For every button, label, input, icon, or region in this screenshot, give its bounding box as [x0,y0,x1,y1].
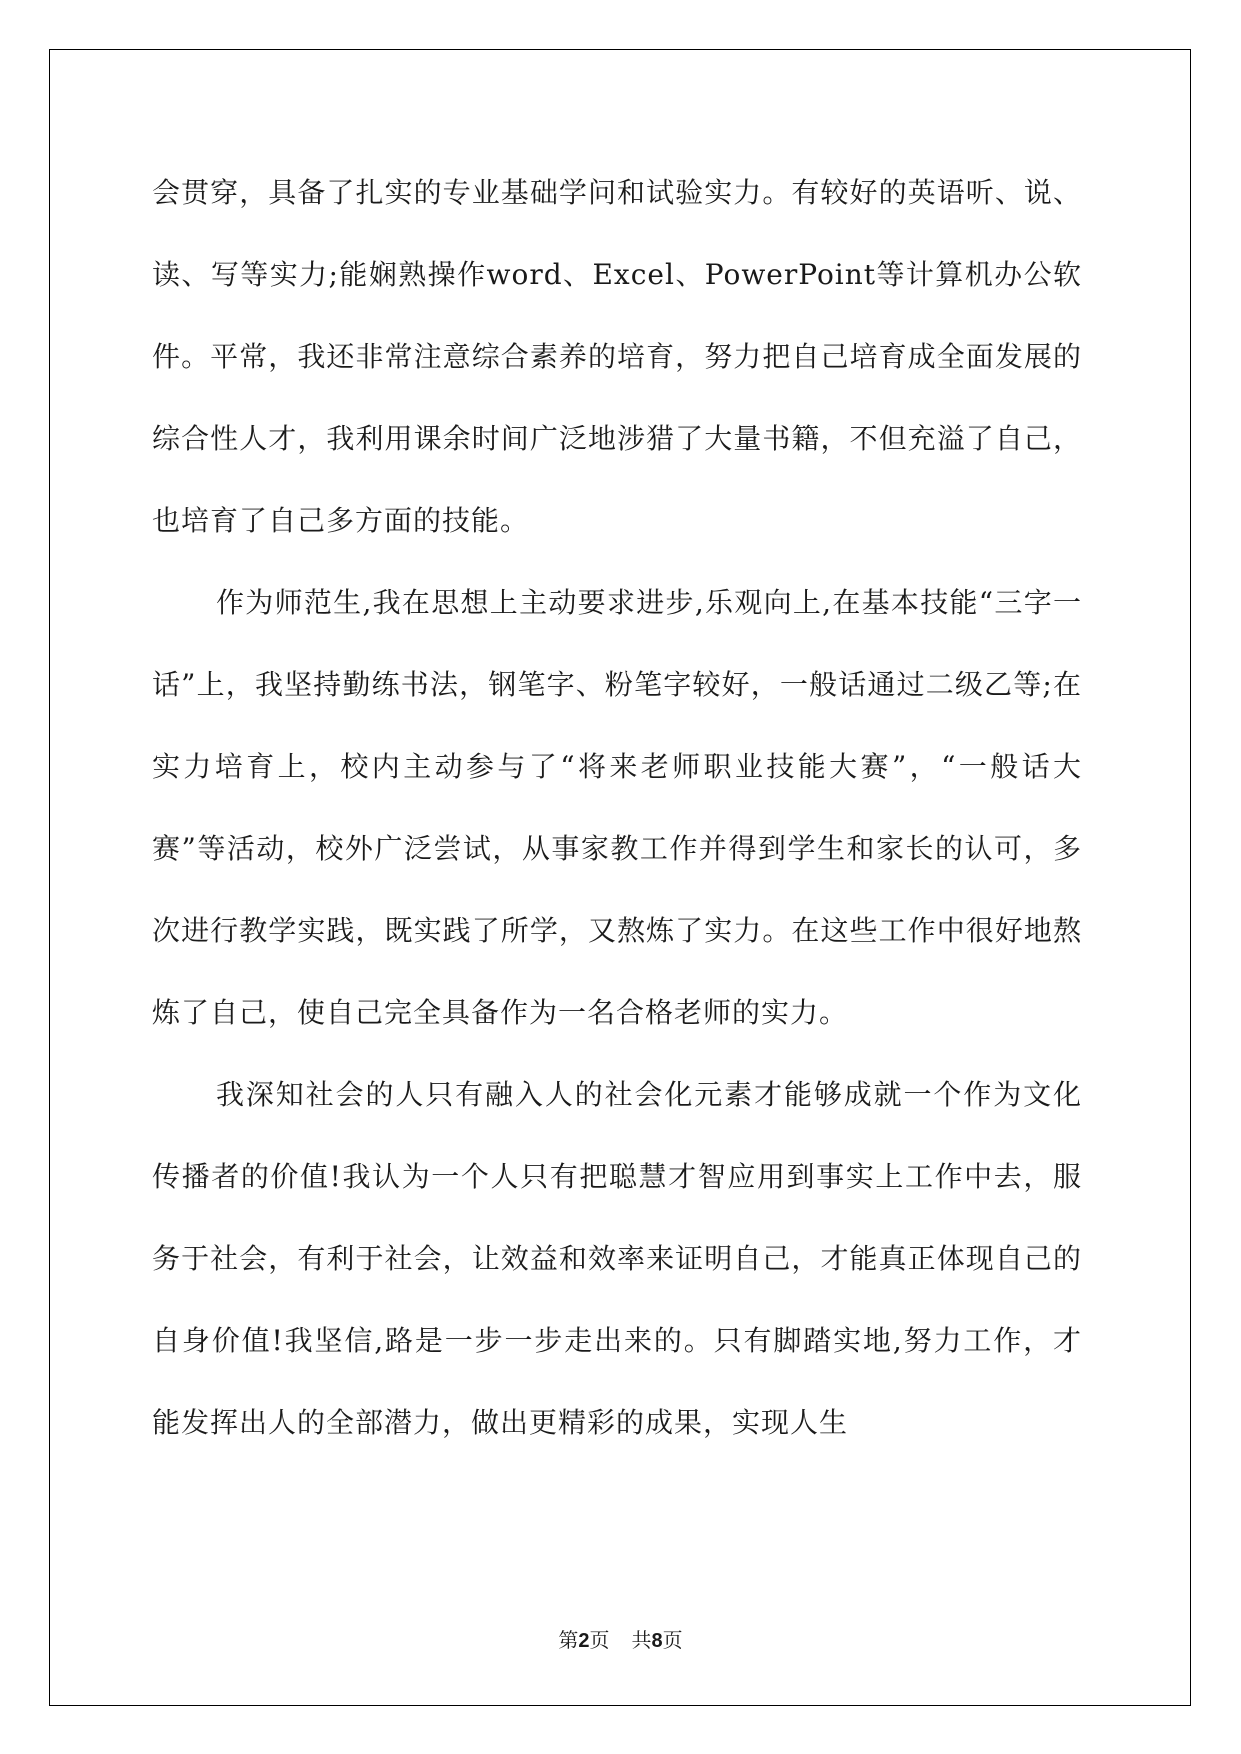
footer-total-suffix: 页 [662,1628,683,1652]
paragraph-1: 会贯穿，具备了扎实的专业基础学问和试验实力。有较好的英语听、说、读、写等实力;能娴熟操作word、Excel、PowerPoint等计算机办公软件。平常，我还非常注意综合素养的培育，努力把自己培育成全面发展的综合性人才，我利用课余时间广泛地涉猎了大量书籍，不但充溢了自己，也培育了自己多方面的技能。 [152,176,1082,537]
footer-page-prefix: 第 [558,1628,579,1652]
paragraph-2: 作为师范生,我在思想上主动要求进步,乐观向上,在基本技能“三字一话”上，我坚持勤练书法，钢笔字、粉笔字较好，一般话通过二级乙等;在实力培育上，校内主动参与了“将来老师职业技能大赛”，“一般话大赛”等活动，校外广泛尝试，从事家教工作并得到学生和家长的认可，多次进行教学实践，既实践了所学，又熬炼了实力。在这些工作中很好地熬炼了自己，使自己完全具备作为一名合格老师的实力。 [152,586,1082,1029]
paragraph-3: 我深知社会的人只有融入人的社会化元素才能够成就一个作为文化传播者的价值!我认为一个人只有把聪慧才智应用到事实上工作中去，服务于社会，有利于社会，让效益和效率来证明自己，才能真正体现自己的自身价值!我坚信,路是一步一步走出来的。只有脚踏实地,努力工作，才能发挥出人的全部潜力，做出更精彩的成果，实现人生 [152,1078,1082,1439]
footer-page-suffix: 页 [589,1628,610,1652]
footer-current-page: 2 [578,1630,590,1652]
footer-total-prefix: 共 [631,1628,652,1652]
footer-total-pages: 8 [651,1630,663,1652]
document-body [152,152,1082,1464]
page-footer [0,1624,1241,1653]
